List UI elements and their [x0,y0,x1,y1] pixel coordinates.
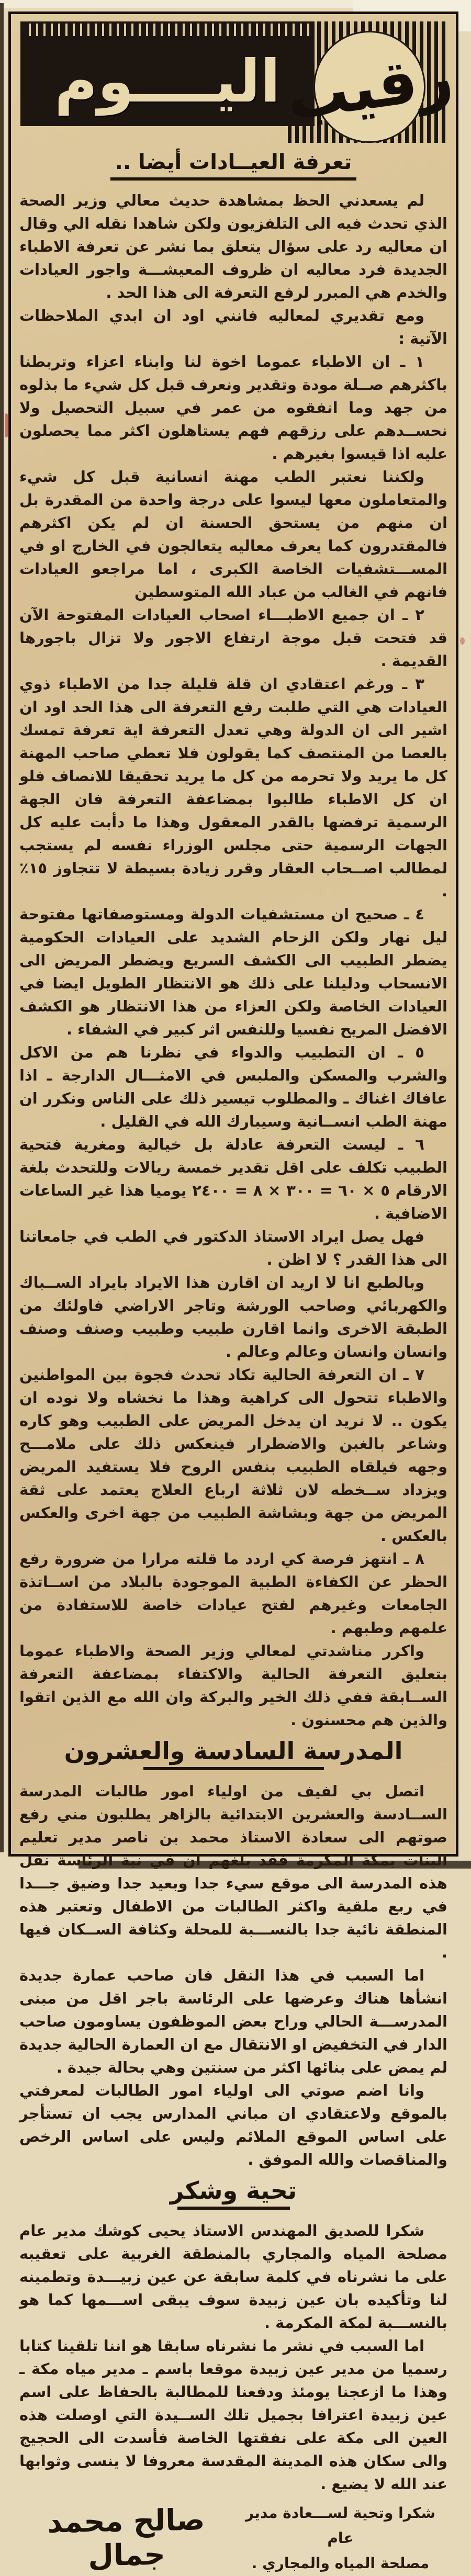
headline-underline [110,177,356,181]
article-headline: تعرفة العيــادات أيضا .. [115,150,352,174]
masthead-title-alyawm: اليــــوم [54,48,281,116]
author-signature: صالح محمد جمال [47,2503,205,2573]
numbered-item-5: ٥ ـ ان التطبيب والدواء في نظرنا هم من الاكل والشرب والمسكن والملبس في الامثـــال الدارجة ـ اذا عافاك اغناك ـ والمطلوب تيسير ذلك على الناس ونكرر ان مهنة الطب انســانية وسيبارك الله في القليل . [19,1043,447,1130]
paragraph: وبالطبع انا لا اريد ان اقارن هذا الايراد بايراد الســباك والكهربائي وصاحب الورشة وتاجر الاراضي فاولئك من الطبقة الاخرى وانما اقارن طبيب وطبيب وصنف وصنف وانسان وانسان وعالم وعالم . [19,1274,447,1360]
paragraph: وانا اضم صوتي الى اولياء امور الطالبات لمعرفتي بالموقع ولاعتقادي ان مباني المدارس يجب ان تستأجر على اساس الموقع الملائم وليس على اساس الرخص والمناقصات والله الموفق . [19,2082,447,2168]
paragraph: لم يسعدني الحظ بمشاهدة حديث معالي وزير الصحة الذي تحدث فيه الى التلفزيون ولكن شاهدا نقله الي وقال ان معاليه رد على سؤال يتعلق بما نشر عن تعرفة الاطباء الجديدة فرد معاليه ان ظروف المعيشـــة واجور العيادات والخدم هي المبرر لرفع التعرفة الى هذا الحد . [19,192,447,301]
school-section-body [19,1780,447,2171]
numbered-item-7: ٧ ـ ان التعرفة الحالية تكاد تحدث فجوة بين المواطنين والاطباء تتحول الى كراهية وهذا ما نخشاه ولا نوده ان يكون .. لا نريد ان يدخل المريض على الطبيب وهو كاره وشاعر بالغبن والاضطرار فينعكس ذلك على ملامـــح وجهه فيلقاه الطبيب بنفس الروح فلا يستفيد المريض ويزداد ســخطه لان ثلاثة ارباع العلاج يعتمد على ثقة المريض من جهة وبشاشة الطبيب من جهة اخرى والعكس بالعكس . [19,1366,447,1545]
red-pen-dot [460,637,465,645]
paragraph: شكرا للصديق المهندس الاستاذ يحيى كوشك مدير عام مصلحة المياه والمجاري بالمنطقة الغربية على تعقيبه على ما نشرناه في كلمة سابقة عن عين زبيـــدة وتطمينه لنا وتأكيده بان عين زبيدة سوف يبقى اســـمها كما هو بالنســـبة لمكة المكرمة . [19,2222,447,2332]
article-body [19,189,447,1731]
masthead-circle [282,31,457,143]
masthead-title-raqib: رقيب [282,39,457,134]
closing-block [19,2501,447,2576]
paragraph: ومع تقديري لمعاليه فانني اود ان ابدي الملاحظات الآتية : [19,307,447,347]
thanks-heading-underline [177,2207,290,2210]
numbered-item-1: ١ ـ ان الاطباء عموما اخوة لنا وابناء اعزاء وتربطنا باكثرهم صــلة مودة وتقدير ونعرف قبل كل شيء ما بذلوه من جهد وما انفقوه من عمر في سبيل التحصيل ولا نحســدهم على رزقهم فهم يستاهلون اكثر مما يحصلون عليه اذا قيسوا بغيرهم . [19,353,447,463]
masthead [19,19,457,149]
paragraph: فهل يصل ايراد الاستاذ الدكتور في الطب في جامعاتنا الى هذا القدر ؟ لا اظن . [19,1228,447,1268]
school-section-heading: المدرسة السادسة والعشرون [64,1737,403,1765]
masthead-title-box [20,21,315,126]
numbered-item-8: ٨ ـ انتهز فرصة كي اردد ما قلته مرارا من ضرورة رفع الحظر عن الكفاءة الطبية الموجودة بالبلاد من اســاتذة الجامعات وغيرهم لفتح عيادات خاصة للاستفادة من علمهم وطبهم . [19,1550,447,1637]
numbered-item-4: ٤ ـ صحيح ان مستشفيات الدولة ومستوصفاتها مفتوحة ليل نهار ولكن الزحام الشديد على العيادات الحكومية يضطر الطبيب الى الكشف السريع ويضطر المريض الى الانسحاب ودليلنا على ذلك هو الانتظار الطويل ايضا في العيادات الخاصة ولكن العزاء من هذا الانتظار هو الكشف الافضل المريح نفسيا وللنفس اثر كبير في الشفاء . [19,905,447,1038]
thanks-section-heading: تحية وشكر [170,2176,297,2204]
paragraph: اما السبب في هذا النقل فان صاحب عمارة جديدة انشأها هناك وعرضها على الرئاسة باجر اقل من مبنى المدرســـة الحالي وراح بعض الموظفون يساومون صاحب الدار في التخفيض او الانتقال مع ان العمارة الحالية جديدة لم يمض على بنائها اكثر من سنتين وهي بحالة جيدة . [19,1966,447,2076]
scan-edge-shadow [0,3,4,1852]
newspaper-clipping [8,12,458,2573]
numbered-item-3: ٣ ـ ورغم اعتقادي ان قلة قليلة جدا من الاطباء ذوي العيادات هي التي طلبت رفع التعرفة الى هذا الحد اود ان اشير الى ان الدولة وهي تعدل التعرفة اية تعرفة تمسك بالعصا من المنتصف كما يقولون فلا تعطي صاحب المهنة كل ما يريد ولا تحرمه من كل ما يريد تحقيقا للانصاف فلو ان كل الاطباء طالبوا بمضاعفة التعرفة فان الجهة الرسمية ترفضها بالقدر المعقول وهذا ما دأبت عليه كل الجهات الرسمية حتى مجلس الوزراء نفسه لم يستجب لمطالب اصــحاب العقار وقرر زيادة بسيطة لا تتجاوز ١٥٪ . [19,675,447,900]
paragraph: اتصل بي لفيف من اولياء امور طالبات المدرسة الســادسة والعشرين الابتدائية بالزاهر يطلبون مني رفع صوتهم الى سعادة الاستاذ محمد بن ناصر مدير تعليم البنات بمكة المكرمة فقد بلغهم ان في نية الرئاسة نقل هذه المدرسة الى موقع سيء جدا وبعيد جدا وضيق جـــدا في ربع ملقية واكثر الطالبات من الاطفال وتعتبر هذه المنطقة نائية جدا بالنســـبة للمحلة وكثافة الســكان فيها . [19,1782,447,1961]
paragraph: واكرر مناشدتي لمعالي وزير الصحة والاطباء عموما بتعليق التعرفة الحالية والاكتفاء بمضاعفة التعرفة الســابقة ففي ذلك الخير والبركة وان الله مع الذين اتقوا والذين هم محسنون . [19,1642,447,1729]
closing-line-1: شكرا وتحية لســـعادة مدير عام [245,2504,435,2547]
closing-line-2: مصلحة المياه والمجاري . [251,2555,430,2572]
masthead-comb-pattern [24,24,311,36]
red-pen-mark [5,413,8,437]
paragraph: ولكننا نعتبر الطب مهنة انسانية قبل كل شيء والمتعاملون معها ليسوا على درجة واحدة من المقدرة بل ان منهم من يستحق الحسنة ان لم يكن اكثرهم فالمقتدرون كما يعرف معاليه يتعالجون في الخارج او في المســـتشفيات الخاصة الكبرى ، اما مراجعو العيادات فانهم في الغالب من عباد الله المتوسطين [19,468,447,601]
numbered-item-2: ٢ ـ ان جميع الاطبـــاء اصحاب العيادات المفتوحة الآن قد فتحت قبل موجة ارتفاع الاجور ولا تزال باجورها القديمة . [19,606,447,670]
school-heading-underline [143,1767,324,1770]
closing-salutation [233,2501,447,2576]
thanks-section-body [19,2219,447,2495]
numbered-item-6: ٦ ـ ليست التعرفة عادلة بل خيالية ومغرية فتحية الطبيب تكلف على اقل تقدير خمسة ريالات وللتحدث بلغة الارقام ٥ × ٦٠ = ٣٠٠ × ٨ = ٢٤٠٠ يوميا هذا غير الساعات الاضافية . [19,1135,448,1222]
paragraph: اما السبب في نشر ما نشرناه سابقا هو اننا تلقينا كتابا رسميا من مدير عين زبيدة موقعا باسم ـ مدير مياه مكة ـ وهذا ما ازعجنا يومئذ ودفعنا للمطالبة بالحفاظ على اسم عين زبيدة اعترافا بجميل تلك الســيدة التي اوصلت هذه العين الى مكة على نفقتها الخاصة فأسدت الى الحجيج والى سكان هذه المدينة المقدسة معروفا لا ينسى وثوابها عند الله لا يضيع . [19,2337,447,2493]
